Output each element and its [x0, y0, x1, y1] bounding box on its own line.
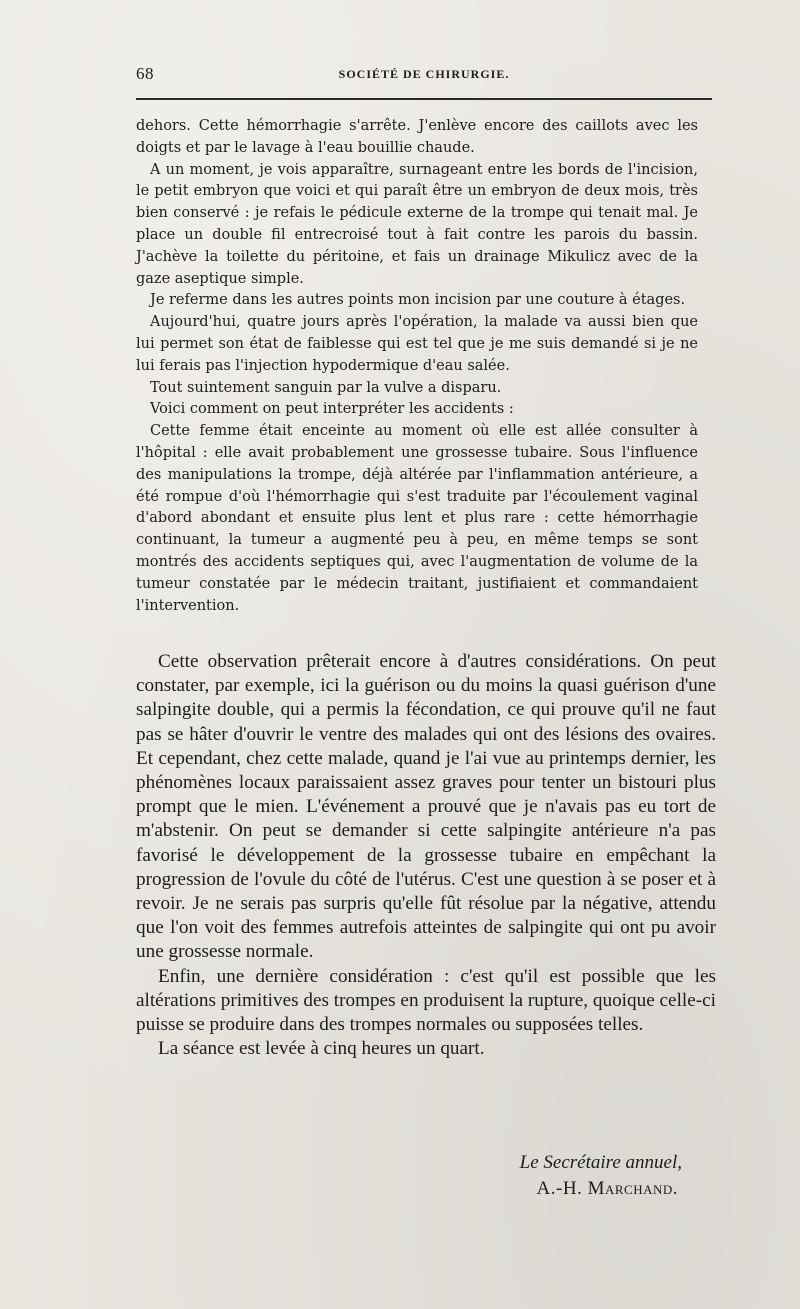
paragraph: Cette femme était enceinte au moment où elle est allée consulter à l'hôpital : elle avait probablement une grossesse tubaire. Sous l'influence des manipulations la trompe, déjà altérée par l'inflammation antérieure, a été rompue d'où l'hémorrhagie qui s'est traduite par l'écoulement vaginal d'abord abondant et ensuite plus lent et plus rare : cette hémorrhagie continuant, la tumeur a augmenté peu à peu, en même temps se sont montrés des accidents septiques qui, avec l'augmentation de volume de la tumeur constatée par le médecin traitant, justifiaient et commandaient l'intervention. [136, 423, 698, 614]
paragraph: Cette observation prêterait encore à d'autres considérations. On peut constater, par exemple, ici la guérison ou du moins la quasi guérison d'une salpingite double, qui a permis la fécondation, ce qui prouve qu'il ne faut pas se hâter d'ouvrir le ventre des malades qui ont des lésions des ovaires. Et cependant, chez cette malade, quand je l'ai vue au printemps dernier, les phénomènes locaux paraissaient assez graves pour tenter un bistouri plus prompt que le mien. L'événement a prouvé que je n'avais pas eu tort de m'abstenir. On peut se demander si cette salpingite antérieure n'a pas favorisé le développement de la grossesse tubaire en empêchant la progression de l'ovule du côté de l'utérus. C'est une question à se poser et à revoir. Je ne serais pas surpris qu'elle fût résolue par la négative, attendu que l'on voit des femmes autrefois atteintes de salpingite qui ont pu avoir une grossesse normale. [136, 651, 716, 963]
paragraph: Voici comment on peut interpréter les accidents : [150, 401, 514, 418]
page-header [136, 62, 712, 88]
paragraph: Enfin, une dernière considération : c'est qu'il est possible que les altérations primitives des trompes en produisent la rupture, quoique celle-ci puisse se produire dans des trompes normales ou supposées telles. [136, 965, 716, 1036]
paragraph: La séance est levée à cinq heures un quart. [158, 1038, 485, 1060]
paragraph: Tout suintement sanguin par la vulve a disparu. [150, 379, 502, 396]
observation-text [136, 116, 698, 617]
paragraph: dehors. Cette hémorrhagie s'arrête. J'enlève encore des caillots avec les doigts et par le lavage à l'eau bouillie chaude. [136, 118, 698, 156]
paragraph: Aujourd'hui, quatre jours après l'opération, la malade va aussi bien que lui permet son état de faiblesse qui est tel que je me suis demandé si je ne lui ferais pas l'injection hypodermique d'eau salée. [136, 314, 698, 374]
page-number: 68 [136, 64, 154, 83]
paragraph: Je referme dans les autres points mon incision par une couture à étages. [150, 292, 686, 309]
signature-name: A.-H. Marchand. [536, 1178, 678, 1199]
signature-block [520, 1150, 682, 1202]
discussion-text [136, 650, 716, 1061]
running-head: SOCIÉTÉ DE CHIRURGIE. [338, 67, 510, 81]
paragraph: A un moment, je vois apparaître, surnageant entre les bords de l'incision, le petit embryon que voici et qui paraît être un embryon de deux mois, très bien conservé : je refais le pédicule externe de la trompe qui tenait mal. Je place un double fil entrecroisé tout à fait contre les parois du bassin. J'achève la toilette du péritoine, et fais un drainage Mikulicz avec de la gaze aseptique simple. [136, 161, 698, 287]
header-rule [136, 98, 712, 100]
signature-title: Le Secrétaire annuel, [519, 1152, 682, 1173]
